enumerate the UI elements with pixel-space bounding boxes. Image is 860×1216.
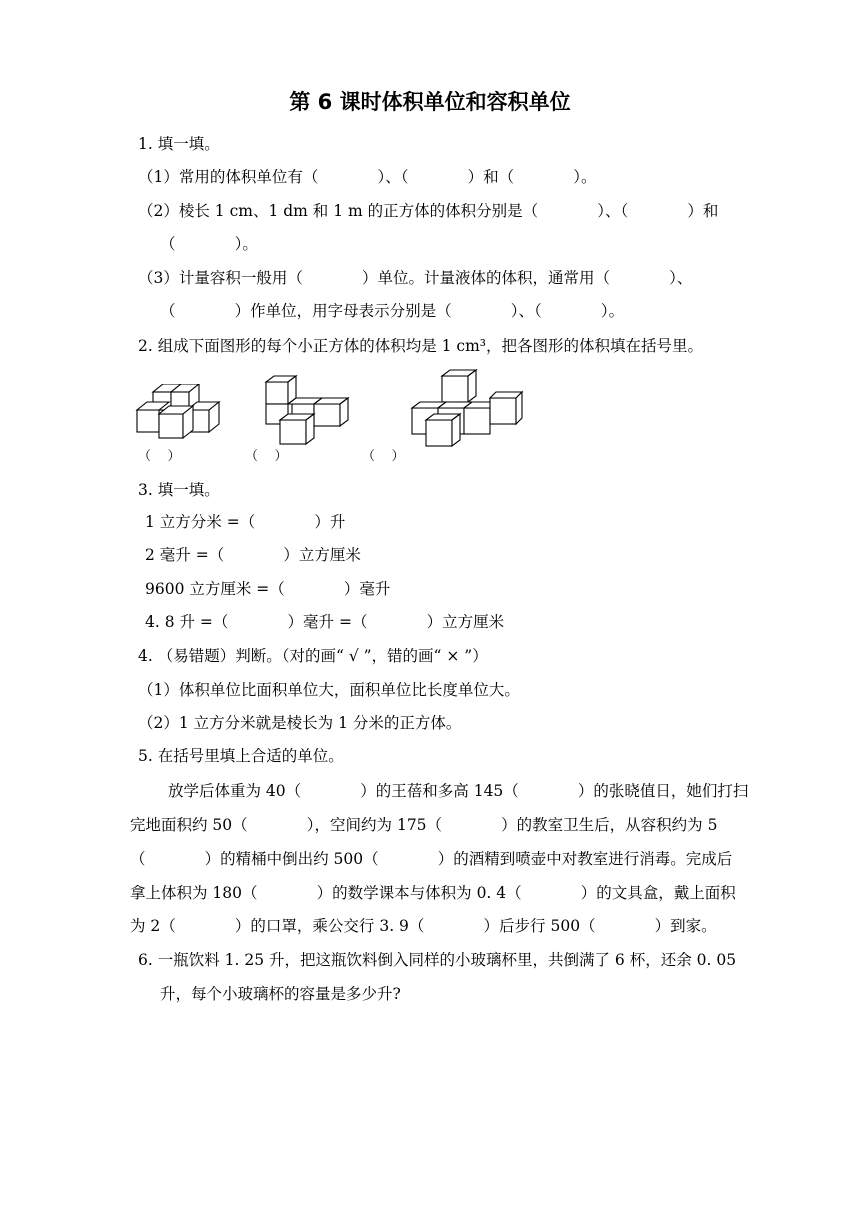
q3-line3: 9600 立方厘米 =（ ）毫升 [145, 580, 391, 598]
q1-part2-line2: （ ）。 [160, 235, 258, 253]
q1-part3-line2: （ ）作单位，用字母表示分别是（ ）、（ ）。 [160, 302, 625, 320]
q6-line2: 升，每个小玻璃杯的容量是多少升? [160, 985, 401, 1003]
q1-part1: （1）常用的体积单位有（ ）、（ ）和（ ）。 [138, 168, 597, 186]
q5-line1: 放学后体重为 40（ ）的王蓓和多高 145（ ）的张晓值日，她们打扫 [168, 782, 749, 800]
q3-line4: 4. 8 升 =（ ）毫升 =（ ）立方厘米 [145, 613, 505, 631]
q3-line1: 1 立方分米 =（ ）升 [145, 513, 346, 531]
q5-line3: （ ）的精桶中倒出约 500（ ）的酒精到喷壶中对教室进行消毒。完成后 [130, 850, 733, 868]
figure-3-answer[interactable]: （ ） [362, 449, 405, 464]
q4-heading: 4. （易错题）判断。（对的画“ √ ”，错的画“ × ”） [138, 647, 488, 665]
q1-heading: 1. 填一填。 [138, 135, 220, 153]
figure-1-answer[interactable]: （ ） [138, 449, 181, 464]
cube-figure-2 [262, 374, 352, 446]
cube-figure-1 [135, 384, 225, 446]
q2-heading: 2. 组成下面图形的每个小正方体的体积均是 1 cm³，把各图形的体积填在括号里。 [138, 337, 704, 355]
cube-figure-3 [408, 368, 526, 448]
q1-part3-line1: （3）计量容积一般用（ ）单位。计量液体的体积，通常用（ ）、 [138, 269, 693, 287]
q5-line2: 完地面积约 50（ ），空间约为 175（ ）的教室卫生后，从容积约为 5 [130, 816, 718, 834]
q5-line4: 拿上体积为 180（ ）的数学课本与体积为 0. 4（ ）的文具盒，戴上面积 [130, 884, 736, 902]
q3-heading: 3. 填一填。 [138, 481, 220, 499]
q1-part2-line1: （2）棱长 1 cm、1 dm 和 1 m 的正方体的体积分别是（ ）、（ ）和 [138, 202, 719, 220]
figure-2-answer[interactable]: （ ） [245, 449, 288, 464]
q4-part2: （2）1 立方分米就是棱长为 1 分米的正方体。 [138, 714, 462, 732]
q4-part1: （1）体积单位比面积单位大，面积单位比长度单位大。 [138, 681, 520, 699]
q3-line2: 2 毫升 =（ ）立方厘米 [145, 546, 361, 564]
q5-line5: 为 2（ ）的口罩，乘公交行 3. 9（ ）后步行 500（ ）到家。 [130, 917, 717, 935]
q5-heading: 5. 在括号里填上合适的单位。 [138, 747, 344, 765]
page-title: 第 6 课时体积单位和容积单位 [289, 90, 571, 114]
q6-line1: 6. 一瓶饮料 1. 25 升，把这瓶饮料倒入同样的小玻璃杯里，共倒满了 6 杯，还余 0. 05 [138, 951, 737, 969]
